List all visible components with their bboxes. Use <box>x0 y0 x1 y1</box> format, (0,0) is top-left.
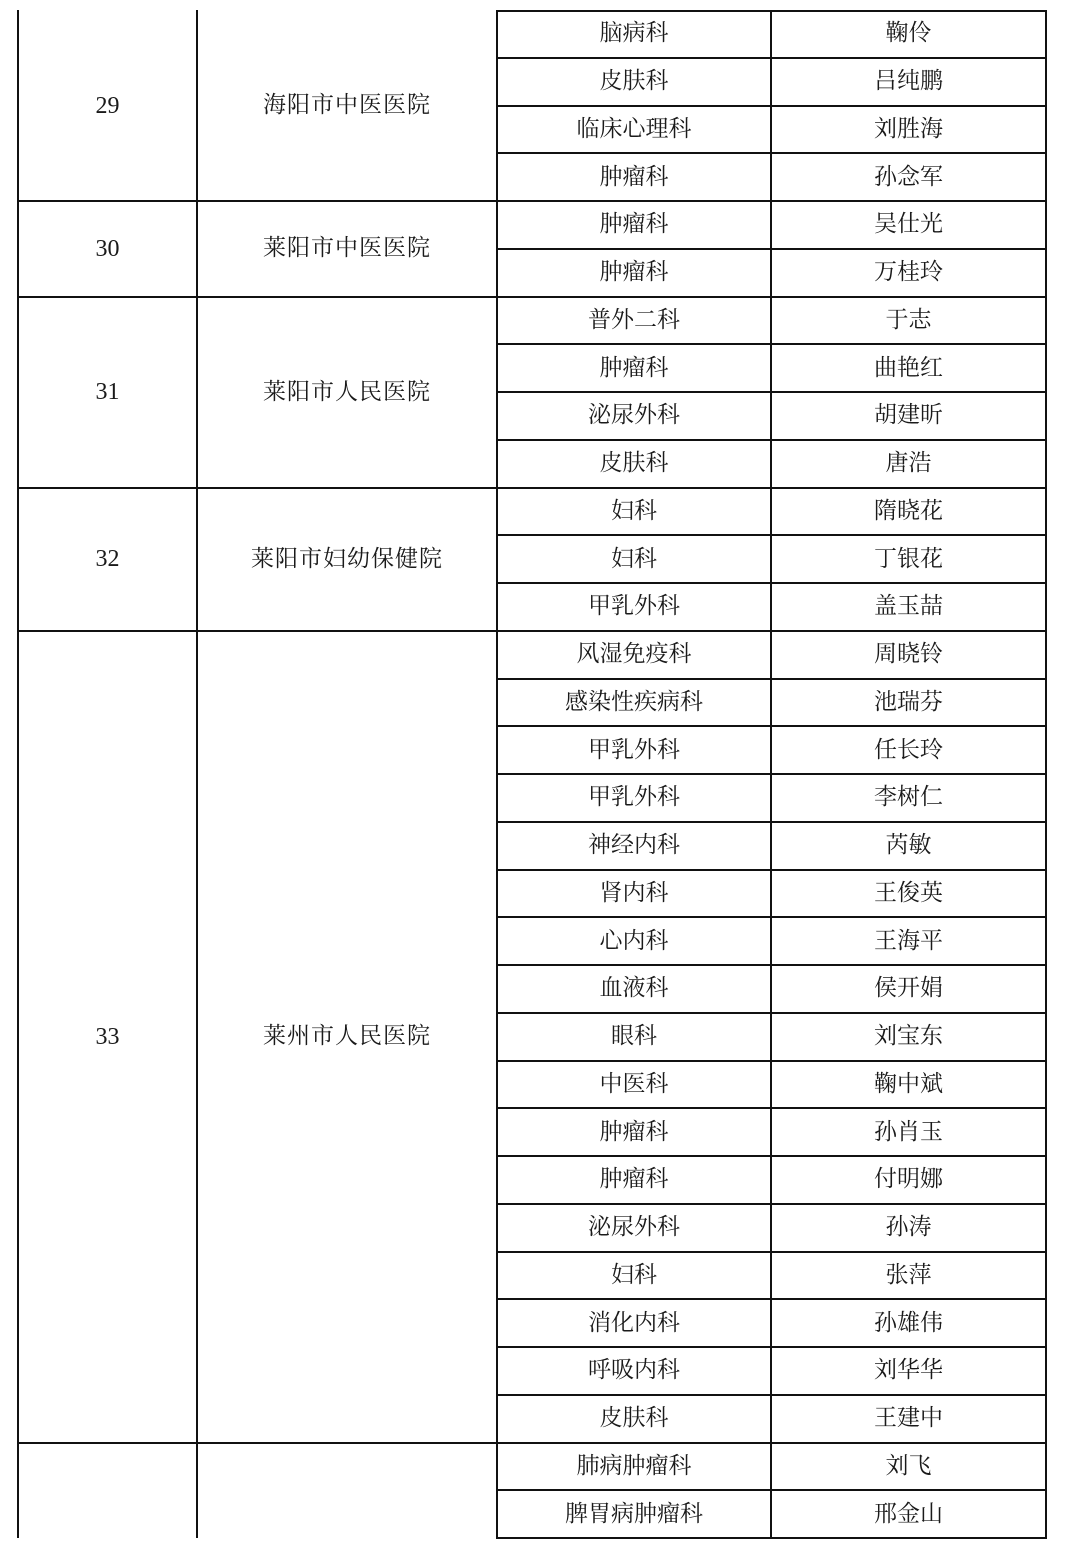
department-cell: 神经内科 <box>588 832 680 859</box>
department-cell: 肿瘤科 <box>599 354 669 381</box>
row-border <box>496 105 1047 107</box>
row-border <box>496 391 1047 393</box>
department-cell: 肾内科 <box>599 879 669 906</box>
department-cell: 感染性疾病科 <box>565 688 703 715</box>
group-border <box>17 296 1047 298</box>
row-border <box>496 1203 1047 1205</box>
row-border <box>496 1489 1047 1491</box>
row-border <box>496 343 1047 345</box>
row-border <box>496 1346 1047 1348</box>
column-border <box>196 10 198 1538</box>
row-border <box>496 773 1047 775</box>
hospital-name: 莱阳市中医医院 <box>263 235 431 262</box>
doctor-name-cell: 丁银花 <box>874 545 943 572</box>
hospital-name: 海阳市中医医院 <box>263 92 431 118</box>
department-cell: 泌尿外科 <box>588 1214 680 1241</box>
department-cell: 心内科 <box>599 927 669 954</box>
hospital-name <box>197 1443 497 1539</box>
department-cell: 甲乳外科 <box>588 784 680 811</box>
doctor-name-cell: 刘飞 <box>885 1452 932 1479</box>
department-cell: 肿瘤科 <box>599 1118 669 1145</box>
department-cell: 风湿免疫科 <box>576 641 692 668</box>
group-border <box>17 200 1047 202</box>
department-cell: 普外二科 <box>588 306 680 333</box>
row-border <box>496 152 1047 154</box>
doctor-name-cell: 万桂玲 <box>874 259 943 286</box>
doctor-name-cell: 刘华华 <box>874 1357 943 1384</box>
doctor-name-cell: 吴仕光 <box>874 211 943 238</box>
row-border <box>496 1155 1047 1157</box>
doctor-name-cell: 刘宝东 <box>874 1023 943 1050</box>
department-cell: 肺病肿瘤科 <box>576 1452 692 1479</box>
doctor-name-cell: 周晓铃 <box>874 641 943 668</box>
department-cell: 肿瘤科 <box>599 163 669 190</box>
department-cell: 妇科 <box>611 1261 657 1288</box>
row-border <box>496 916 1047 918</box>
doctor-name-cell: 付明娜 <box>874 1166 943 1193</box>
row-border <box>496 1298 1047 1300</box>
group-border <box>17 1442 1047 1444</box>
doctor-name-cell: 鞠中斌 <box>874 1070 943 1097</box>
department-cell: 血液科 <box>599 975 669 1002</box>
row-border <box>496 1107 1047 1109</box>
doctor-name-cell: 孙涛 <box>885 1214 932 1241</box>
row-border <box>496 678 1047 680</box>
department-cell: 皮肤科 <box>599 1405 669 1432</box>
row-border <box>496 1537 1047 1539</box>
department-cell: 消化内科 <box>588 1309 680 1336</box>
department-cell: 肿瘤科 <box>599 1166 669 1193</box>
hospital-name: 莱阳市人民医院 <box>263 378 431 405</box>
department-cell: 呼吸内科 <box>588 1357 680 1384</box>
row-border <box>496 57 1047 59</box>
doctor-name-cell: 孙雄伟 <box>874 1309 943 1336</box>
doctor-name-cell: 王俊英 <box>874 879 943 906</box>
doctor-name-cell: 任长玲 <box>874 736 943 763</box>
group-border <box>17 630 1047 632</box>
department-cell: 甲乳外科 <box>588 593 680 620</box>
row-border <box>496 10 1047 12</box>
doctor-name-cell: 李树仁 <box>874 784 943 811</box>
department-cell: 肿瘤科 <box>599 259 669 286</box>
department-cell: 皮肤科 <box>599 68 669 95</box>
column-border <box>17 10 19 1538</box>
doctor-name-cell: 盖玉喆 <box>874 593 943 620</box>
row-border <box>496 821 1047 823</box>
department-cell: 脑病科 <box>599 20 669 47</box>
group-border <box>17 487 1047 489</box>
department-cell: 妇科 <box>611 497 657 524</box>
hospital-name: 莱阳市妇幼保健院 <box>251 545 443 572</box>
doctor-name-cell: 王海平 <box>874 927 943 954</box>
row-number: 32 <box>95 546 120 573</box>
row-border <box>496 1012 1047 1014</box>
doctor-name-cell: 于志 <box>885 306 932 333</box>
doctor-name-cell: 刘胜海 <box>874 115 943 142</box>
doctor-name-cell: 孙肖玉 <box>874 1118 943 1145</box>
doctor-name-cell: 隋晓花 <box>874 497 943 524</box>
department-cell: 妇科 <box>611 545 657 572</box>
doctor-name-cell: 邢金山 <box>874 1500 943 1527</box>
doctor-name-cell: 王建中 <box>874 1405 943 1432</box>
doctor-name-cell: 吕纯鹏 <box>874 68 943 95</box>
doctor-name-cell: 侯开娟 <box>874 975 943 1002</box>
row-border <box>496 964 1047 966</box>
department-cell: 眼科 <box>611 1023 657 1050</box>
row-border <box>496 439 1047 441</box>
doctor-name-cell: 曲艳红 <box>874 354 943 381</box>
row-border <box>496 869 1047 871</box>
department-cell: 皮肤科 <box>599 450 669 477</box>
doctor-name-cell: 胡建昕 <box>874 402 943 429</box>
hospital-name: 莱州市人民医院 <box>263 1023 431 1050</box>
doctor-name-cell: 池瑞芬 <box>874 688 943 715</box>
department-cell: 脾胃病肿瘤科 <box>565 1500 703 1527</box>
row-number: 30 <box>95 235 120 262</box>
row-border <box>496 1394 1047 1396</box>
row-border <box>496 582 1047 584</box>
department-cell: 中医科 <box>599 1070 669 1097</box>
row-number: 29 <box>95 92 120 119</box>
row-border <box>496 1060 1047 1062</box>
row-border <box>496 248 1047 250</box>
doctor-name-cell: 张萍 <box>885 1261 932 1288</box>
row-border <box>496 725 1047 727</box>
doctor-name-cell: 芮敏 <box>885 832 932 859</box>
row-border <box>496 1251 1047 1253</box>
department-cell: 泌尿外科 <box>588 402 680 429</box>
department-cell: 甲乳外科 <box>588 736 680 763</box>
doctor-name-cell: 鞠伶 <box>885 20 932 47</box>
department-cell: 临床心理科 <box>576 115 692 142</box>
row-number <box>18 1443 197 1539</box>
doctor-name-cell: 孙念军 <box>874 163 943 190</box>
row-border <box>496 534 1047 536</box>
department-cell: 肿瘤科 <box>599 211 669 238</box>
row-number: 33 <box>95 1023 120 1050</box>
doctor-name-cell: 唐浩 <box>885 450 932 477</box>
row-number: 31 <box>95 379 120 405</box>
